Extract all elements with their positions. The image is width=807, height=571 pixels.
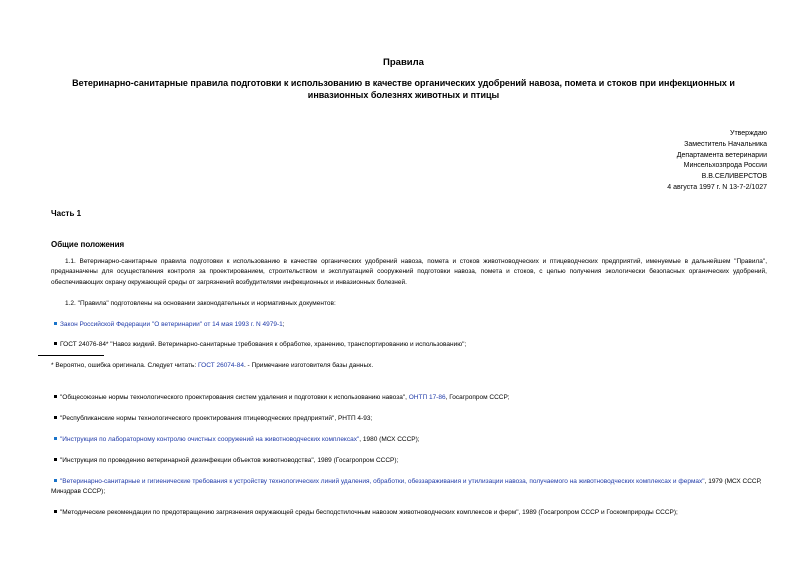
bullet-icon: [54, 342, 57, 345]
paragraph-text: 1.1. Ветеринарно-санитарные правила подготовки к использованию в качестве органических удобрений навоза, помета и стоков животноводческих и птицеводческих предприятий, именуемые в дальнейшем "Правила", предназначены для осуществления контроля за проектированием, строительством и эксплуатацией сооружений подготовки навоза, помета и стоков, с целью получения экологически безопасных органических удобрений, обеспечивающих охрану окружающей среды от загрязнений возбудителями инфекционных и инвазионных болезней.: [51, 258, 767, 286]
list-item-text: "Республиканские нормы технологического проектирования птицеводческих предприятий", РНТП 4-93;: [60, 415, 373, 422]
paragraph-text: 1.2. "Правила" подготовлены на основании законодательных и нормативных документов:: [65, 300, 336, 307]
footnote-text: * Вероятно, ошибка оригинала. Следует читать:: [51, 362, 198, 369]
approval-line: Заместитель Начальника: [684, 140, 767, 148]
lab-control-instruction-link[interactable]: "Инструкция по лабораторному контролю очистных сооружений на животноводческих комплексах": [60, 436, 360, 443]
approval-line: 4 августа 1997 г. N 13-7-2/1027: [667, 183, 767, 191]
part-heading: Часть 1: [51, 209, 82, 218]
list-item-text: ;: [282, 321, 285, 328]
bullet-icon: [54, 437, 57, 440]
document-title: Правила: [383, 57, 424, 68]
approval-line: Утверждаю: [730, 130, 767, 137]
paragraph-1-2: [51, 299, 767, 309]
bullet-icon: [54, 416, 57, 419]
list-item: [51, 340, 767, 350]
approval-line: Департамента ветеринарии: [676, 151, 767, 159]
list-item-text: ГОСТ 24076-84* "Навоз жидкий. Ветеринарно-санитарные требования к обработке, хранению, транспортированию и использованию";: [60, 341, 467, 348]
list-item: [51, 456, 767, 466]
list-item-text: "Общесоюзные нормы технологического проектирования систем удаления и подготовки к использованию навоза",: [60, 394, 409, 401]
list-item: [51, 393, 767, 403]
bullet-icon: [54, 458, 57, 461]
list-item: [51, 414, 767, 424]
paragraph-1-1: [51, 257, 767, 288]
list-item: [51, 435, 767, 445]
approval-line: В.В.СЕЛИВЕРСТОВ: [701, 173, 767, 181]
list-item: [51, 508, 767, 518]
bullet-icon: [54, 510, 57, 513]
law-veterinary-link[interactable]: Закон Российской Федерации "О ветеринарии" от 14 мая 1993 г. N 4979-1: [60, 321, 283, 328]
list-item-text: , Госагропром СССР;: [445, 394, 510, 401]
list-item: [51, 320, 767, 330]
list-item-text: , 1980 (МСХ СССР);: [359, 436, 420, 443]
bullet-icon: [54, 479, 57, 482]
footnote: [51, 361, 373, 371]
list-item: [51, 477, 767, 498]
footnote-divider: [38, 355, 104, 356]
section-heading: Общие положения: [51, 240, 125, 249]
document-subtitle: Ветеринарно-санитарные правила подготовки к использованию в качестве органических удобрений навоза, помета и стоков при инфекционных и инвазионных болезнях животных и птицы: [72, 78, 735, 100]
list-item-text: "Инструкция по проведению ветеринарной дезинфекции объектов животноводства", 1989 (Госагропром СССР);: [60, 457, 399, 464]
approval-line: Минсельхозпрода России: [683, 162, 767, 170]
bullet-icon: [54, 395, 57, 398]
bullet-icon: [54, 322, 57, 325]
footnote-tail: . - Примечание изготовителя базы данных.: [243, 362, 374, 369]
list-item-text: "Методические рекомендации по предотвращению загрязнения окружающей среды бесподстилочным навозом животноводческих комплексов и ферм", 1989 (Госагропром СССР и Госкомприроды СССР);: [60, 509, 678, 516]
sanitary-requirements-link[interactable]: "Ветеринарно-санитарные и гигиенические требования к устройству технологических линий удаления, обработки, обеззараживания и утилизации навоза, получаемого на животноводческих комплексах и фермах": [60, 478, 705, 485]
list-item-text: , 1979 (МСХ СССР, Минздрав СССР);: [51, 478, 762, 496]
approval-block: [667, 129, 767, 194]
gost-26074-link[interactable]: ГОСТ 26074-84: [198, 362, 244, 369]
ontp-17-86-link[interactable]: ОНТП 17-86: [408, 394, 446, 401]
